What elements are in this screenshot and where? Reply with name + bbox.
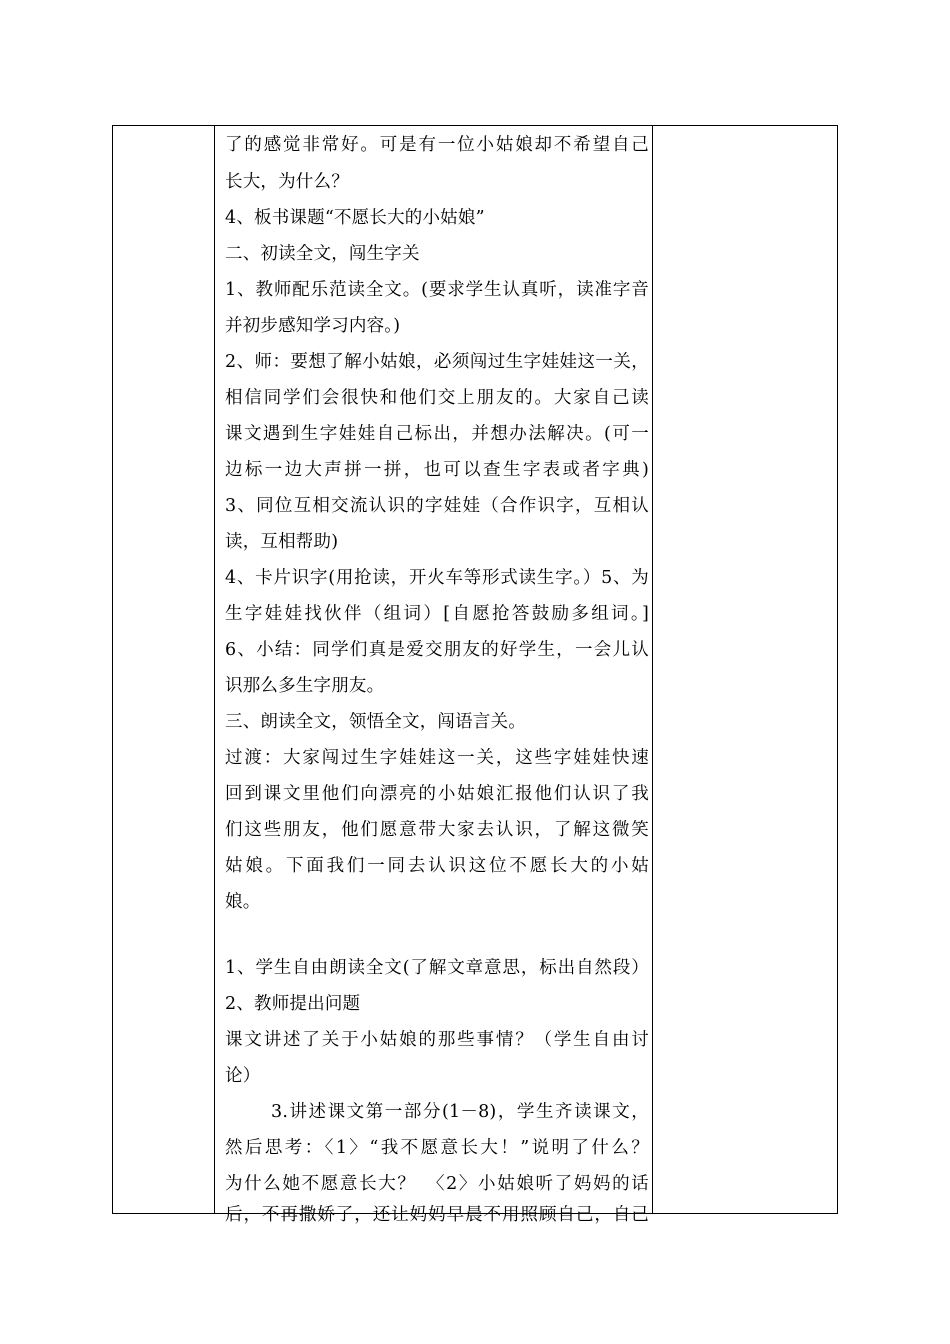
table-cell-right-empty (653, 126, 837, 1213)
table-cell-left-empty (113, 126, 214, 1213)
lesson-line: 课文遇到生字娃娃自己标出，并想办法解决。(可一 (225, 424, 649, 444)
lesson-line: 3、同位互相交流认识的字娃娃（合作识字，互相认 (225, 496, 649, 516)
table-cell-lesson-content (215, 126, 652, 1225)
lesson-line: 了的感觉非常好。可是有一位小姑娘却不希望自己 (225, 135, 649, 155)
lesson-line: 姑娘。下面我们一同去认识这位不愿长大的小姑 (225, 856, 649, 876)
lesson-line: 读，互相帮助) (225, 532, 339, 552)
lesson-line: 1、教师配乐范读全文。(要求学生认真听，读准字音 (225, 280, 649, 300)
lesson-line: 们这些朋友，他们愿意带大家去认识，了解这微笑 (225, 820, 649, 840)
lesson-line: 4、卡片识字(用抢读，开火车等形式读生字。）5、为 (225, 568, 649, 588)
lesson-line: 娘。 (225, 892, 261, 912)
lesson-line: 三、朗读全文，领悟全文，闯语言关。 (225, 712, 526, 732)
lesson-line: 2、师：要想了解小姑娘，必须闯过生字娃娃这一关， (225, 352, 649, 372)
lesson-line: 生字娃娃找伙伴（组词）[自愿抢答鼓励多组词。] (225, 604, 649, 624)
lesson-line: 回到课文里他们向漂亮的小姑娘汇报他们认识了我 (225, 784, 649, 804)
lesson-line: 然后思考：〈1〉“我不愿意长大！”说明了什么？ (225, 1138, 649, 1158)
lesson-line: 课文讲述了关于小姑娘的那些事情？（学生自由讨 (225, 1030, 649, 1050)
lesson-line: 1、学生自由朗读全文(了解文章意思，标出自然段） (225, 958, 649, 978)
lesson-line: 后，不再撒娇了，还让妈妈早晨不用照顾自己，自己 (225, 1205, 649, 1225)
lesson-line: 相信同学们会很快和他们交上朋友的。大家自己读 (225, 388, 649, 408)
lesson-line: 3.讲述课文第一部分(1－8)，学生齐读课文， (271, 1102, 649, 1122)
lesson-line: 二、初读全文，闯生字关 (225, 244, 420, 264)
lesson-line: 并初步感知学习内容。) (225, 316, 401, 336)
lesson-line: 边标一边大声拼一拼，也可以查生字表或者字典) (225, 460, 649, 480)
lesson-plan-table (112, 125, 838, 1225)
lesson-line: 过渡：大家闯过生字娃娃这一关，这些字娃娃快速 (225, 748, 649, 768)
lesson-line: 2、教师提出问题 (225, 994, 361, 1014)
lesson-line: 识那么多生字朋友。 (225, 676, 385, 696)
lesson-line: 为什么她不愿意长大？ 〈2〉小姑娘听了妈妈的话 (225, 1174, 649, 1194)
lesson-line: 论） (225, 1066, 261, 1086)
lesson-line: 4、板书课题“不愿长大的小姑娘” (225, 208, 485, 228)
lesson-line: 6、小结：同学们真是爱交朋友的好学生，一会儿认 (225, 640, 649, 660)
lesson-line: 长大，为什么？ (225, 172, 349, 192)
